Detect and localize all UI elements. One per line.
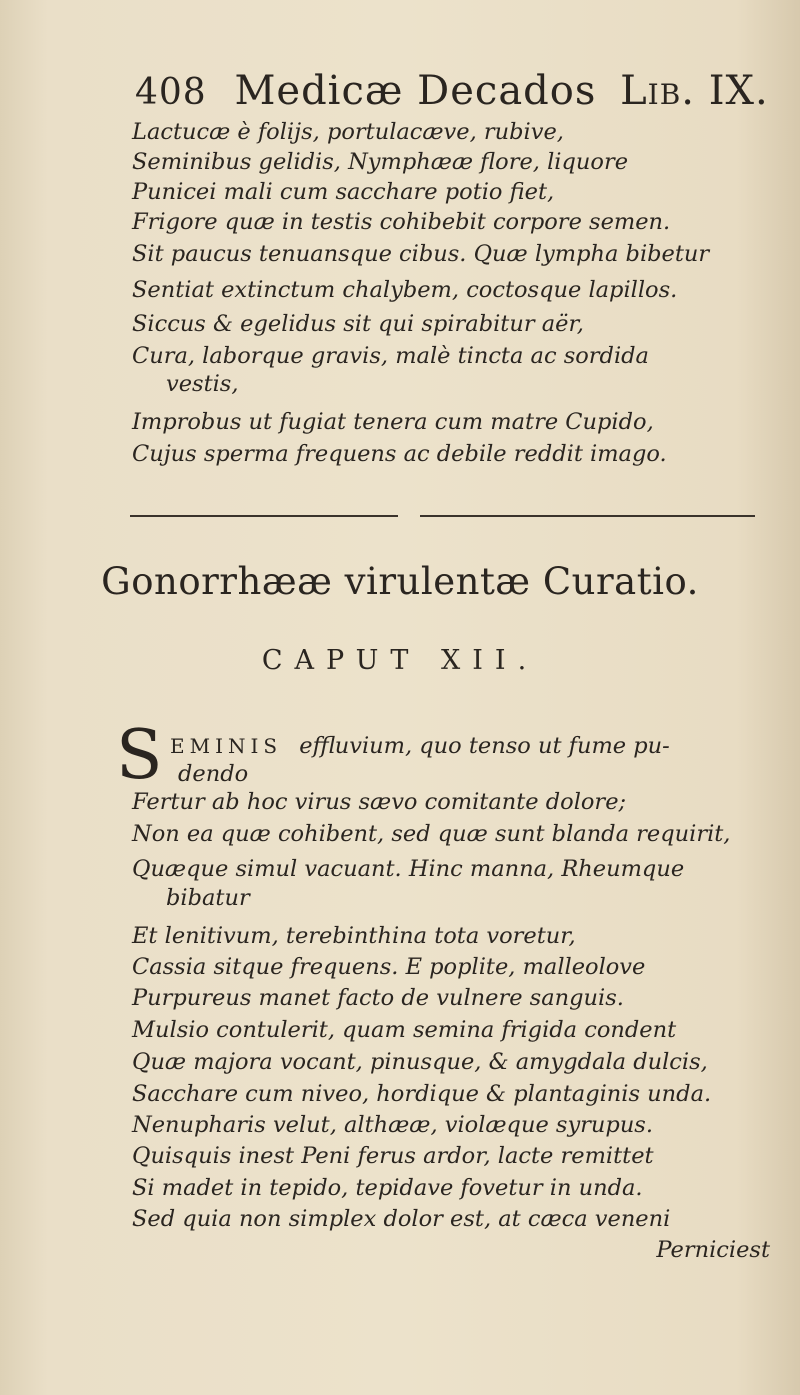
verse-line: Et lenitivum, terebinthina tota voretur, [132, 923, 576, 949]
verse-line: Mulsio contulerit, quam semina frigida condent [132, 1017, 677, 1043]
divider-rule-right [420, 515, 755, 517]
verse-line-continuation [132, 370, 782, 398]
opening-lines [170, 732, 785, 788]
verse-line: Purpureus manet facto de vulnere sanguis. [132, 985, 624, 1011]
verse-line: Siccus & egelidus sit qui spirabitur aër, [132, 311, 584, 337]
running-header [135, 68, 769, 114]
page-number: 408 [135, 72, 207, 113]
drop-cap: S [116, 716, 163, 795]
verse-line: Quæ majora vocant, pinusque, & amygdala dulcis, [132, 1049, 708, 1075]
verse-line: Lactucæ è folijs, portulacæve, rubive, [132, 119, 564, 145]
catchword: Perniciest [656, 1237, 770, 1263]
verse-line: Quisquis inest Peni ferus ardor, lacte remittet [132, 1143, 654, 1169]
section-title: Gonorrhææ virulentæ Curatio. [101, 560, 699, 603]
opening-line-2: dendo [178, 761, 249, 787]
verse-line: Cassia sitque frequens. E poplite, malleolove [132, 954, 646, 980]
verse-line: Sacchare cum niveo, hordique & plantaginis unda. [132, 1081, 712, 1107]
verse-line: Seminibus gelidis, Nymphææ flore, liquore [132, 149, 629, 175]
running-title: Medicæ Decados [234, 68, 597, 114]
verse-line-continuation [132, 884, 782, 912]
verse-line: Cujus sperma frequens ac debile reddit imago. [132, 441, 667, 467]
verse-line: Improbus ut fugiat tenera cum matre Cupido, [132, 409, 654, 435]
verse-line: Sit paucus tenuansque cibus. Quæ lympha bibetur [132, 241, 710, 267]
book-number: Lib. IX. [620, 68, 769, 114]
verse-line: Si madet in tepido, tepidave fovetur in unda. [132, 1175, 643, 1201]
opening-caps: EMINIS [170, 734, 283, 758]
verse-line: Quæque simul vacuant. Hinc manna, Rheumque [132, 856, 685, 882]
verse-line: Punicei mali cum sacchare potio fiet, [132, 179, 555, 205]
verse-line: Sed quia non simplex dolor est, at cæca veneni [132, 1206, 671, 1232]
chapter-heading: CAPUT XII. [261, 645, 539, 676]
verse-line: Frigore quæ in testis cohibebit corpore semen. [132, 209, 671, 235]
opening-line-rest: effluvium, quo tenso ut fume pu- [299, 733, 670, 759]
verse-line: Nenupharis velut, althææ, violæque syrupus. [132, 1112, 654, 1138]
divider-rule-left [130, 515, 398, 517]
verse-line: Non ea quæ cohibent, sed quæ sunt blanda requirit, [132, 821, 731, 847]
verse-line: Cura, laborque gravis, malè tincta ac sordida [132, 343, 649, 369]
verse-line: Sentiat extinctum chalybem, coctosque lapillos. [132, 277, 678, 303]
verse-continuation-text: vestis, [166, 371, 239, 397]
verse-continuation-text: bibatur [166, 885, 250, 911]
verse-line: Fertur ab hoc virus sævo comitante dolore; [132, 789, 627, 815]
